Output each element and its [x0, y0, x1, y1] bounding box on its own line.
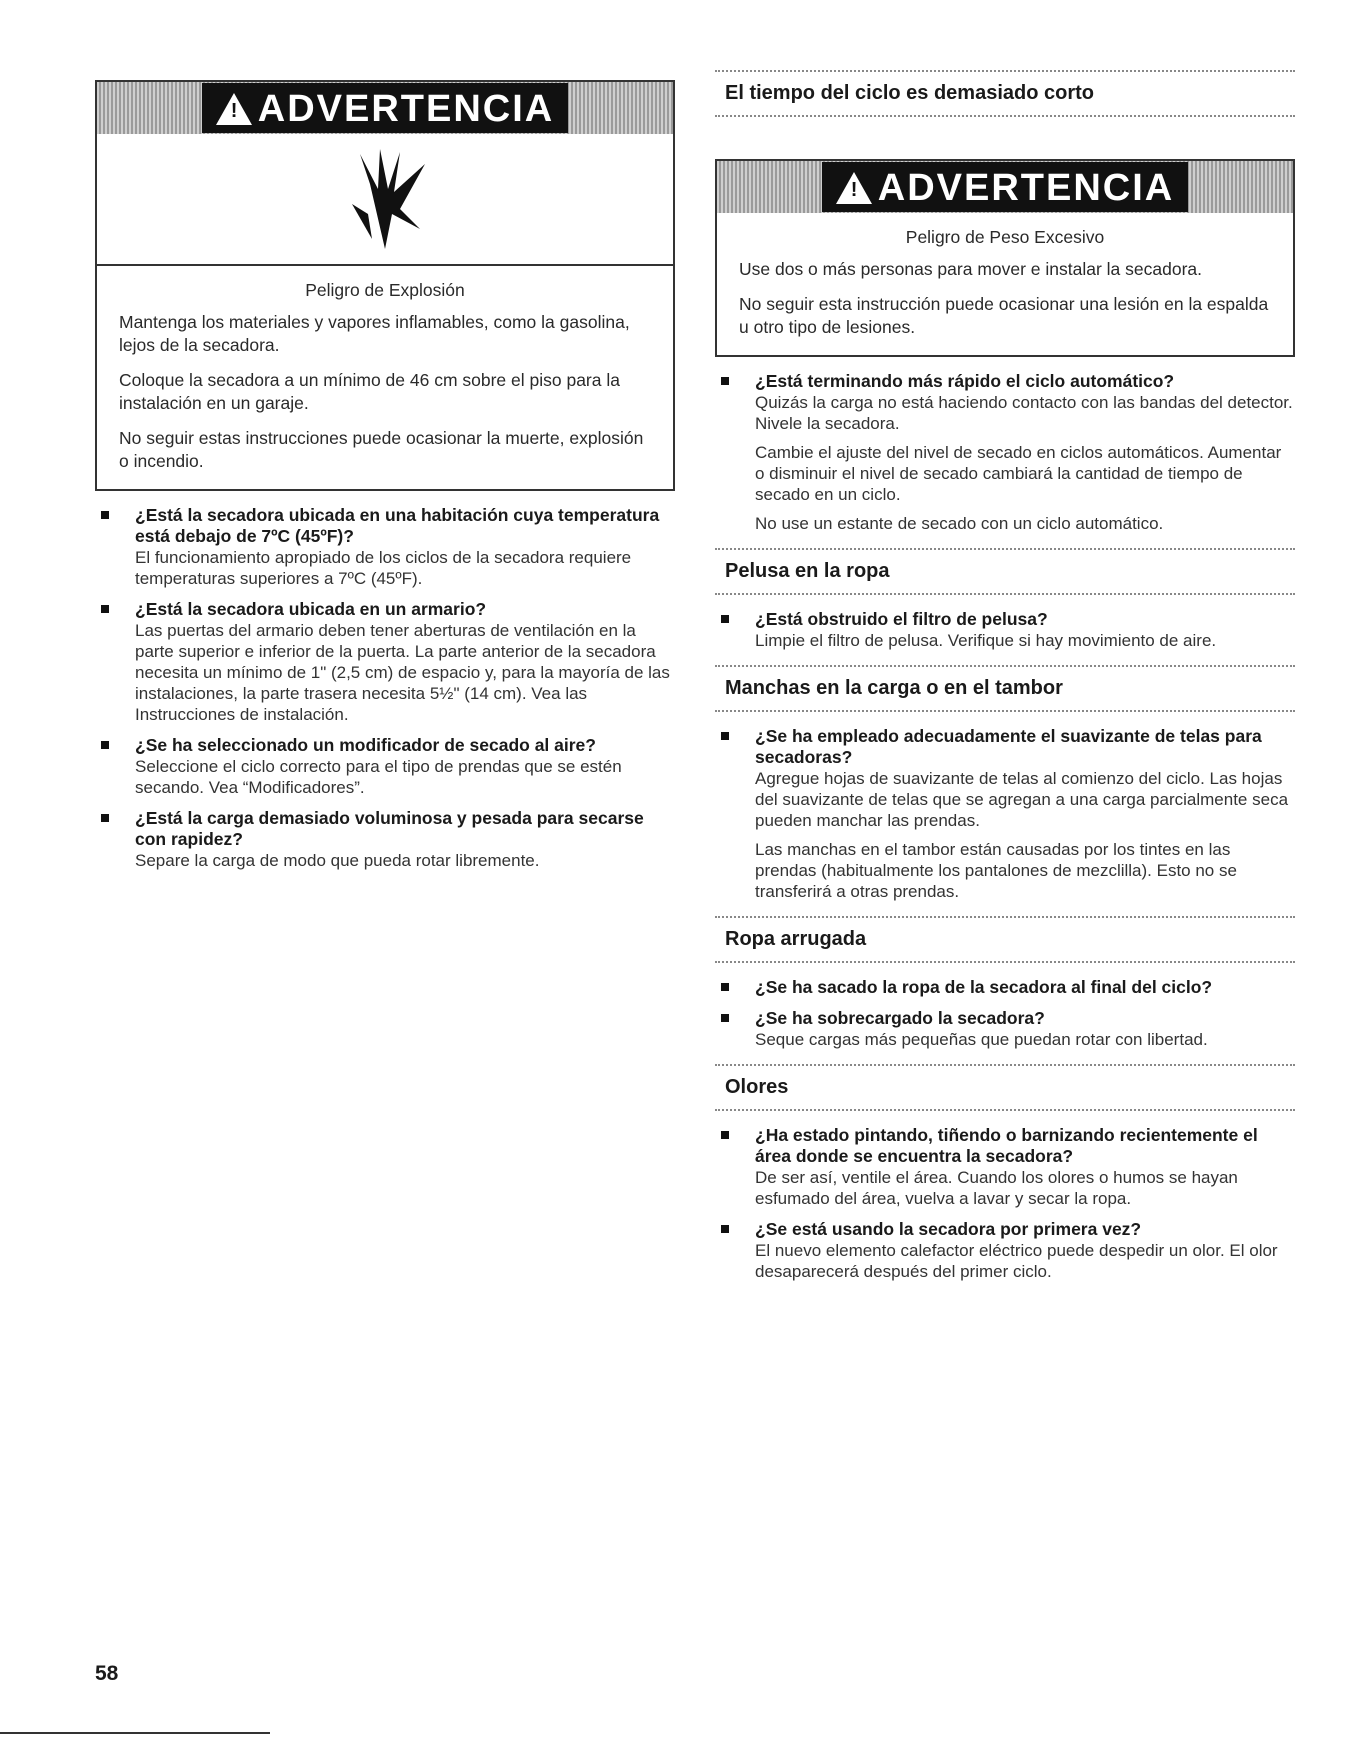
section-title: Manchas en la carga o en el tambor	[725, 677, 1063, 699]
answer: El funcionamiento apropiado de los ciclos de la secadora requiere temperaturas superiores a 7ºC (45ºF).	[135, 548, 632, 588]
section1-items	[715, 371, 1295, 534]
bullet-icon	[721, 1225, 729, 1233]
question: ¿Ha estado pintando, tiñendo o barnizando recientemente el área donde se encuentra la secadora?	[755, 1125, 1258, 1166]
section-items	[715, 977, 1295, 1050]
answer: Las puertas del armario deben tener aberturas de ventilación en la parte superior e inferior de la puerta. La parte anterior de la secadora necesita un mínimo de 1" (2,5 cm) de espacio y, para la mayoría de las instalaciones, la parte trasera necesita 5½" (14 cm). Vea las Instrucciones de instalación.	[135, 621, 670, 724]
answer: Limpie el filtro de pelusa. Verifique si hay movimiento de aire.	[755, 631, 1217, 650]
explosion-icon-area	[97, 134, 673, 266]
question: ¿Está la carga demasiado voluminosa y pesada para secarse con rapidez?	[135, 808, 644, 849]
bullet-icon	[721, 983, 729, 991]
left-items	[95, 505, 675, 871]
answer: Seleccione el ciclo correcto para el tipo de prendas que se estén secando. Vea “Modificadores”.	[135, 757, 622, 797]
bullet-icon	[721, 1131, 729, 1139]
warning-body	[97, 266, 673, 489]
section-odors	[715, 1064, 1295, 1282]
list-item	[95, 735, 675, 798]
section-stains	[715, 665, 1295, 902]
question: ¿Está terminando más rápido el ciclo automático?	[755, 371, 1175, 391]
list-item	[95, 505, 675, 589]
question: ¿Está obstruido el filtro de pelusa?	[755, 609, 1048, 629]
weight-warning-box	[715, 159, 1295, 357]
answer: Agregue hojas de suavizante de telas al comienzo del ciclo. Las hojas del suavizante de telas que se agregan a una carga parcialmente seca pueden manchar las prendas.	[755, 769, 1289, 830]
warning-header	[97, 82, 673, 134]
list-item	[715, 1125, 1295, 1209]
section-lint	[715, 548, 1295, 651]
warning-line: No seguir estas instrucciones puede ocasionar la muerte, explosión o incendio.	[119, 428, 644, 471]
list-item	[715, 977, 1295, 998]
answer: Quizás la carga no está haciendo contacto con las bandas del detector. Nivele la secadora.	[755, 393, 1293, 433]
explosion-warning-box	[95, 80, 675, 491]
list-item	[95, 599, 675, 725]
bullet-icon	[101, 741, 109, 749]
question: ¿Se ha sobrecargado la secadora?	[755, 1008, 1045, 1028]
list-item	[715, 371, 1295, 534]
warning-line: No seguir esta instrucción puede ocasionar una lesión en la espalda u otro tipo de lesiones.	[739, 294, 1269, 337]
list-item	[715, 1008, 1295, 1050]
section-items	[715, 609, 1295, 651]
answer: De ser así, ventile el área. Cuando los olores o humos se hayan esfumado del área, vuelva a lavar y secar la ropa.	[755, 1168, 1238, 1208]
bullet-icon	[721, 1014, 729, 1022]
section-rule	[715, 710, 1295, 712]
section-rule	[715, 961, 1295, 963]
section-wrinkled	[715, 916, 1295, 1050]
section-title: Ropa arrugada	[725, 928, 867, 950]
answer: No use un estante de secado con un ciclo automático.	[755, 514, 1164, 533]
section-rule	[715, 593, 1295, 595]
right-column	[715, 70, 1295, 1292]
bullet-icon	[101, 605, 109, 613]
bullet-icon	[101, 511, 109, 519]
warning-line: Coloque la secadora a un mínimo de 46 cm sobre el piso para la instalación en un garaje.	[119, 370, 620, 413]
answer: Las manchas en el tambor están causadas por los tintes en las prendas (habitualmente los pantalones de mezclilla). Esto no se transferirá a otras prendas.	[755, 840, 1237, 901]
warning-title: ! ADVERTENCIA	[822, 162, 1188, 212]
list-item	[715, 1219, 1295, 1282]
warning-title: ! ADVERTENCIA	[202, 83, 568, 133]
page-number: 58	[95, 1662, 119, 1685]
warning-triangle-icon: !	[216, 93, 252, 125]
answer: Seque cargas más pequeñas que puedan rotar con libertad.	[755, 1030, 1208, 1049]
question: ¿Está la secadora ubicada en una habitación cuya temperatura está debajo de 7ºC (45ºF)?	[135, 505, 660, 546]
list-item	[715, 726, 1295, 902]
answer: Cambie el ajuste del nivel de secado en ciclos automáticos. Aumentar o disminuir el nivel de secado cambiará la cantidad de tiempo de secado en un ciclo.	[755, 443, 1282, 504]
section-title: El tiempo del ciclo es demasiado corto	[725, 82, 1094, 104]
warning-hazard: Peligro de Peso Excesivo	[905, 227, 1105, 247]
bullet-icon	[721, 732, 729, 740]
section-items	[715, 1125, 1295, 1282]
warning-triangle-icon: !	[836, 172, 872, 204]
warning-header	[717, 161, 1293, 213]
bottom-rule	[0, 1732, 270, 1734]
list-item	[95, 808, 675, 871]
warning-body	[717, 213, 1293, 355]
section-rule	[715, 115, 1295, 117]
left-column	[95, 80, 675, 881]
bullet-icon	[101, 814, 109, 822]
question: ¿Se ha sacado la ropa de la secadora al final del ciclo?	[755, 977, 1213, 997]
warning-line: Use dos o más personas para mover e instalar la secadora.	[739, 259, 1203, 279]
warning-line: Mantenga los materiales y vapores inflamables, como la gasolina, lejos de la secadora.	[119, 312, 630, 355]
section-title: Pelusa en la ropa	[725, 560, 890, 582]
section-title: Olores	[725, 1076, 789, 1098]
answer: El nuevo elemento calefactor eléctrico puede despedir un olor. El olor desaparecerá después del primer ciclo.	[755, 1241, 1278, 1281]
question: ¿Se ha seleccionado un modificador de secado al aire?	[135, 735, 596, 755]
question: ¿Se ha empleado adecuadamente el suavizante de telas para secadoras?	[755, 726, 1262, 767]
answer: Separe la carga de modo que pueda rotar libremente.	[135, 851, 540, 870]
question: ¿Está la secadora ubicada en un armario?	[135, 599, 487, 619]
bullet-icon	[721, 615, 729, 623]
warning-hazard: Peligro de Explosión	[305, 280, 465, 300]
bullet-icon	[721, 377, 729, 385]
list-item	[715, 609, 1295, 651]
explosion-icon	[330, 144, 440, 254]
section-rule	[715, 1109, 1295, 1111]
section-items	[715, 726, 1295, 902]
question: ¿Se está usando la secadora por primera vez?	[755, 1219, 1142, 1239]
